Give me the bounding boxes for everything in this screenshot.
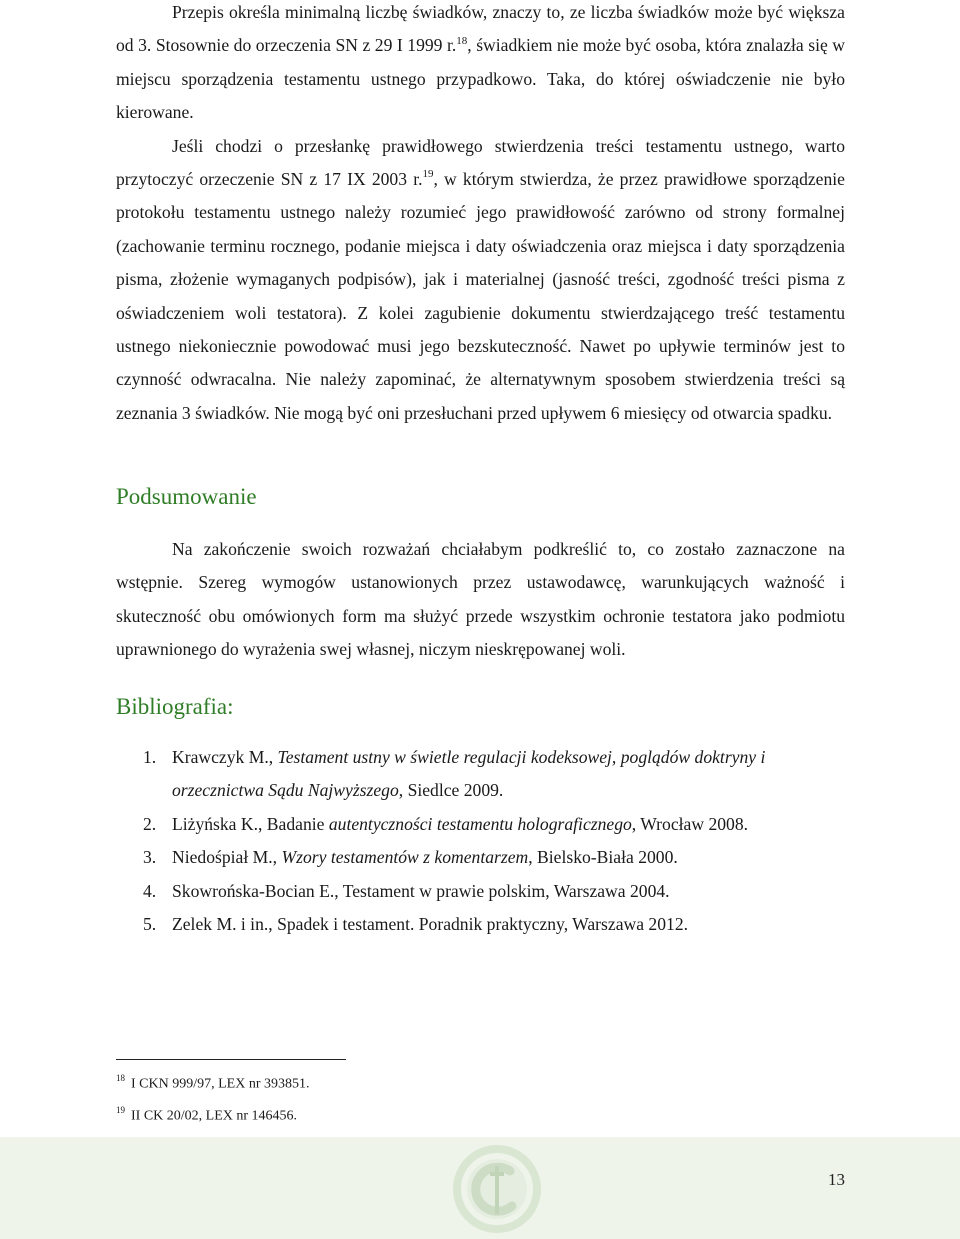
bibliography-title: Badanie xyxy=(266,813,329,834)
bibliography-title: Testament w prawie polskim xyxy=(342,880,546,901)
bibliography-item xyxy=(116,908,845,941)
body-text xyxy=(116,0,845,430)
footnote xyxy=(116,1066,310,1098)
bibliography-item xyxy=(116,841,845,874)
bibliography-number: 1. xyxy=(143,747,157,767)
footnote-separator xyxy=(116,1059,346,1060)
section-heading-summary: Podsumowanie xyxy=(116,484,257,509)
footnotes xyxy=(116,1066,310,1129)
bibliography-separator: , xyxy=(258,813,267,834)
footnote-number: 18 xyxy=(116,1073,125,1083)
footnote-text: II CK 20/02, LEX nr 146456. xyxy=(131,1108,298,1124)
bibliography-title-italic: Testament ustny w świetle regulacji kodeksowej, poglądów doktryny i orzecznictwa Sądu Najwyższego xyxy=(172,747,766,801)
bibliography-number: 2. xyxy=(143,813,157,834)
paragraph-text: Jeśli chodzi o przesłankę prawidłowego stwierdzenia treści testamentu ustnego, warto przytoczyć orzeczenie SN z 17 IX 2003 r. xyxy=(116,135,845,190)
bibliography-number: 5. xyxy=(143,914,157,935)
footnote-ref[interactable]: 18 xyxy=(456,34,468,47)
footnote-text: I CKN 999/97, LEX nr 393851. xyxy=(131,1076,310,1092)
bibliography-separator: , xyxy=(268,914,278,935)
bibliography-author: Krawczyk M. xyxy=(172,747,269,767)
bibliography-publication: , Bielsko-Biała 2000. xyxy=(528,847,678,868)
page-number: 13 xyxy=(828,1170,845,1189)
footnote xyxy=(116,1098,310,1130)
bibliography-item xyxy=(116,875,845,908)
footnote-ref[interactable]: 19 xyxy=(422,168,434,181)
bibliography-number: 4. xyxy=(143,880,157,901)
paragraph xyxy=(116,130,845,431)
bibliography-author: Liżyńska K. xyxy=(172,813,258,834)
institution-logo-icon xyxy=(452,1144,542,1234)
bibliography-author: Niedośpiał M. xyxy=(172,847,273,868)
paragraph: Na zakończenie swoich rozważań chciałabym podkreślić to, co zostało zaznaczone na wstępnie. Szereg wymogów ustanowionych przez ustawodawcę, warunkujących ważność i skuteczność obu omówionych form ma służyć przede wszystkim ochronie testatora jako podmiotu uprawnionego do wyrażenia swej własnej, niczym nieskrępowanej woli. xyxy=(116,539,845,660)
section-heading-bibliography: Bibliografia: xyxy=(116,694,234,719)
bibliography-list xyxy=(116,741,845,941)
paragraph-text: Przepis określa minimalną liczbę świadków, znaczy to, ze liczba świadków może być większa od 3. Stosownie do orzeczenia SN z 29 I 1999 r. xyxy=(116,2,845,56)
paragraph xyxy=(116,0,845,130)
bibliography-author: Skowrońska-Bocian E. xyxy=(172,880,335,901)
bibliography-separator: , xyxy=(272,847,282,868)
bibliography-title-italic: autentyczności testamentu holograficznego xyxy=(328,813,632,834)
paragraph-text: , w którym stwierdza, że przez prawidłowe sporządzenie protokołu testamentu ustnego należy rozumieć jego prawidłowość zarówno od strony formalnej (zachowanie terminu rocznego, podanie miejsca i daty oświadczenia oraz miejsca i daty sporządzenia pisma, złożenie wymaganych podpisów), jak i materialnej (jasność treści, zgodność treści pisma z oświadczeniem woli testatora). Z kolei zagubienie dokumentu stwierdzającego treść testamentu ustnego niekoniecznie powodować musi jego bezskuteczność. Nawet po upływie terminów jest to czynność odwracalna. Nie należy zapominać, że alternatywnym sposobem stwierdzenia treści są zeznania 3 świadków. Nie mogą być oni przesłuchani przed upływem 6 miesięcy od otwarcia spadku. xyxy=(116,169,845,423)
bibliography-title: Spadek i testament. Poradnik praktyczny xyxy=(277,914,564,935)
bibliography-number: 3. xyxy=(143,847,157,868)
bibliography-separator: , xyxy=(334,880,343,901)
bibliography-publication: , Warszawa 2012. xyxy=(563,914,689,935)
bibliography-author: Zelek M. i in. xyxy=(172,914,269,935)
bibliography-publication: , Siedlce 2009. xyxy=(398,780,504,801)
bibliography-publication: , Wrocław 2008. xyxy=(631,813,749,834)
bibliography-separator: , xyxy=(268,747,278,767)
bibliography-item xyxy=(116,741,845,808)
paragraph-text: , świadkiem nie może być osoba, która znalazła się w miejscu sporządzenia testamentu ustnego przypadkowo. Taka, do której oświadczenie nie było kierowane. xyxy=(116,35,845,123)
bibliography-item xyxy=(116,808,845,841)
footnote-number: 19 xyxy=(116,1104,125,1115)
summary-text xyxy=(116,533,845,667)
bibliography-publication: , Warszawa 2004. xyxy=(545,880,670,901)
bibliography-title-italic: Wzory testamentów z komentarzem xyxy=(281,847,529,868)
